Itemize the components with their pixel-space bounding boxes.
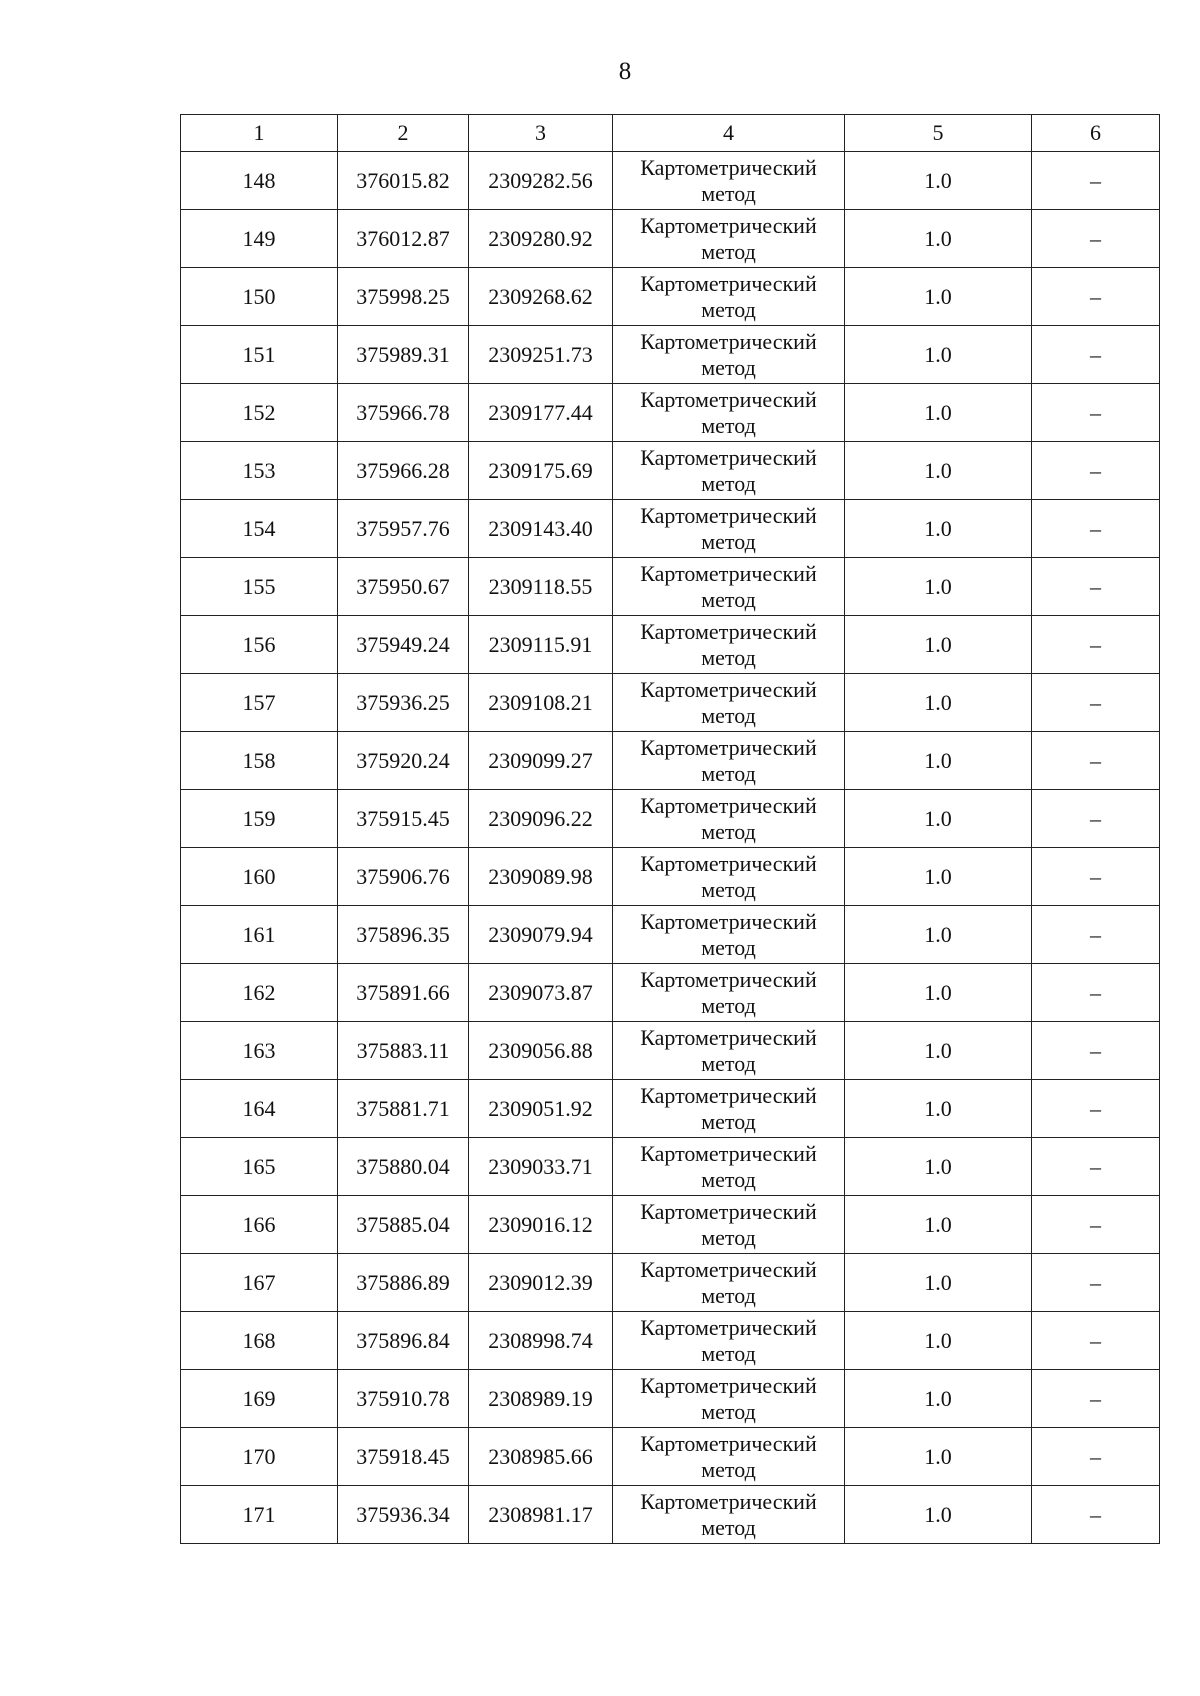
note-cell: – xyxy=(1032,1486,1160,1544)
table-row xyxy=(181,1370,1160,1428)
accuracy-cell: 1.0 xyxy=(845,558,1032,616)
table-row xyxy=(181,326,1160,384)
table-row xyxy=(181,1080,1160,1138)
accuracy-cell: 1.0 xyxy=(845,1138,1032,1196)
note-cell: – xyxy=(1032,1428,1160,1486)
column-header-5: 5 xyxy=(845,115,1032,152)
method-line-1: Картометрический xyxy=(640,735,817,761)
method-line-2: метод xyxy=(701,818,756,844)
method-line-2: метод xyxy=(701,934,756,960)
x-coordinate-cell: 375880.04 xyxy=(338,1138,469,1196)
method-line-1: Картометрический xyxy=(640,1025,817,1051)
method-line-2: метод xyxy=(701,1050,756,1076)
accuracy-cell: 1.0 xyxy=(845,152,1032,210)
method-line-2: метод xyxy=(701,412,756,438)
point-number-cell: 152 xyxy=(181,384,338,442)
method-line-2: метод xyxy=(701,1282,756,1308)
point-number-cell: 153 xyxy=(181,442,338,500)
accuracy-cell: 1.0 xyxy=(845,848,1032,906)
method-cell xyxy=(613,790,845,848)
column-header-6: 6 xyxy=(1032,115,1160,152)
point-number-cell: 170 xyxy=(181,1428,338,1486)
point-number-cell: 149 xyxy=(181,210,338,268)
point-number-cell: 150 xyxy=(181,268,338,326)
method-line-2: метод xyxy=(701,644,756,670)
method-line-2: метод xyxy=(701,1514,756,1540)
y-coordinate-cell: 2309143.40 xyxy=(469,500,613,558)
point-number-cell: 165 xyxy=(181,1138,338,1196)
point-number-cell: 155 xyxy=(181,558,338,616)
note-cell: – xyxy=(1032,964,1160,1022)
note-cell: – xyxy=(1032,1370,1160,1428)
x-coordinate-cell: 375883.11 xyxy=(338,1022,469,1080)
point-number-cell: 156 xyxy=(181,616,338,674)
method-line-1: Картометрический xyxy=(640,445,817,471)
method-line-2: метод xyxy=(701,296,756,322)
table-row xyxy=(181,210,1160,268)
method-line-1: Картометрический xyxy=(640,503,817,529)
accuracy-cell: 1.0 xyxy=(845,442,1032,500)
x-coordinate-cell: 375949.24 xyxy=(338,616,469,674)
method-line-1: Картометрический xyxy=(640,1489,817,1515)
y-coordinate-cell: 2309051.92 xyxy=(469,1080,613,1138)
point-number-cell: 148 xyxy=(181,152,338,210)
table-row xyxy=(181,848,1160,906)
x-coordinate-cell: 375950.67 xyxy=(338,558,469,616)
method-line-1: Картометрический xyxy=(640,329,817,355)
point-number-cell: 160 xyxy=(181,848,338,906)
y-coordinate-cell: 2308985.66 xyxy=(469,1428,613,1486)
y-coordinate-cell: 2309268.62 xyxy=(469,268,613,326)
accuracy-cell: 1.0 xyxy=(845,790,1032,848)
y-coordinate-cell: 2309033.71 xyxy=(469,1138,613,1196)
method-line-2: метод xyxy=(701,586,756,612)
column-header-2: 2 xyxy=(338,115,469,152)
method-cell xyxy=(613,500,845,558)
method-line-2: метод xyxy=(701,1166,756,1192)
table-row xyxy=(181,384,1160,442)
page-number: 8 xyxy=(618,58,632,85)
table-header xyxy=(181,115,1160,152)
table-row xyxy=(181,558,1160,616)
table-row xyxy=(181,1428,1160,1486)
method-line-1: Картометрический xyxy=(640,213,817,239)
method-line-2: метод xyxy=(701,238,756,264)
method-line-1: Картометрический xyxy=(640,1141,817,1167)
accuracy-cell: 1.0 xyxy=(845,1312,1032,1370)
point-number-cell: 151 xyxy=(181,326,338,384)
method-line-2: метод xyxy=(701,1340,756,1366)
point-number-cell: 171 xyxy=(181,1486,338,1544)
method-line-1: Картометрический xyxy=(640,155,817,181)
y-coordinate-cell: 2309056.88 xyxy=(469,1022,613,1080)
method-cell xyxy=(613,1370,845,1428)
accuracy-cell: 1.0 xyxy=(845,674,1032,732)
column-header-3: 3 xyxy=(469,115,613,152)
x-coordinate-cell: 375998.25 xyxy=(338,268,469,326)
method-line-1: Картометрический xyxy=(640,793,817,819)
accuracy-cell: 1.0 xyxy=(845,210,1032,268)
note-cell: – xyxy=(1032,500,1160,558)
method-cell xyxy=(613,268,845,326)
method-line-1: Картометрический xyxy=(640,1315,817,1341)
y-coordinate-cell: 2309089.98 xyxy=(469,848,613,906)
method-cell xyxy=(613,152,845,210)
point-number-cell: 166 xyxy=(181,1196,338,1254)
point-number-cell: 164 xyxy=(181,1080,338,1138)
table-row xyxy=(181,500,1160,558)
x-coordinate-cell: 375936.34 xyxy=(338,1486,469,1544)
y-coordinate-cell: 2309073.87 xyxy=(469,964,613,1022)
accuracy-cell: 1.0 xyxy=(845,268,1032,326)
note-cell: – xyxy=(1032,384,1160,442)
method-cell xyxy=(613,210,845,268)
note-cell: – xyxy=(1032,848,1160,906)
note-cell: – xyxy=(1032,1196,1160,1254)
accuracy-cell: 1.0 xyxy=(845,1428,1032,1486)
table-row xyxy=(181,268,1160,326)
coordinates-table xyxy=(180,114,1160,1544)
point-number-cell: 167 xyxy=(181,1254,338,1312)
method-line-2: метод xyxy=(701,1398,756,1424)
method-line-2: метод xyxy=(701,180,756,206)
method-line-2: метод xyxy=(701,992,756,1018)
note-cell: – xyxy=(1032,1022,1160,1080)
x-coordinate-cell: 375966.28 xyxy=(338,442,469,500)
accuracy-cell: 1.0 xyxy=(845,1486,1032,1544)
method-cell xyxy=(613,848,845,906)
note-cell: – xyxy=(1032,1080,1160,1138)
method-line-1: Картометрический xyxy=(640,387,817,413)
point-number-cell: 158 xyxy=(181,732,338,790)
method-line-1: Картометрический xyxy=(640,271,817,297)
x-coordinate-cell: 375891.66 xyxy=(338,964,469,1022)
accuracy-cell: 1.0 xyxy=(845,326,1032,384)
point-number-cell: 163 xyxy=(181,1022,338,1080)
y-coordinate-cell: 2309096.22 xyxy=(469,790,613,848)
note-cell: – xyxy=(1032,326,1160,384)
table-row xyxy=(181,1022,1160,1080)
x-coordinate-cell: 375906.76 xyxy=(338,848,469,906)
note-cell: – xyxy=(1032,732,1160,790)
method-cell xyxy=(613,1486,845,1544)
accuracy-cell: 1.0 xyxy=(845,906,1032,964)
y-coordinate-cell: 2309251.73 xyxy=(469,326,613,384)
accuracy-cell: 1.0 xyxy=(845,384,1032,442)
table-row xyxy=(181,152,1160,210)
y-coordinate-cell: 2309280.92 xyxy=(469,210,613,268)
accuracy-cell: 1.0 xyxy=(845,1080,1032,1138)
method-line-1: Картометрический xyxy=(640,561,817,587)
point-number-cell: 168 xyxy=(181,1312,338,1370)
accuracy-cell: 1.0 xyxy=(845,500,1032,558)
accuracy-cell: 1.0 xyxy=(845,1254,1032,1312)
x-coordinate-cell: 376015.82 xyxy=(338,152,469,210)
y-coordinate-cell: 2309099.27 xyxy=(469,732,613,790)
method-line-2: метод xyxy=(701,876,756,902)
note-cell: – xyxy=(1032,616,1160,674)
method-cell xyxy=(613,616,845,674)
note-cell: – xyxy=(1032,558,1160,616)
y-coordinate-cell: 2309175.69 xyxy=(469,442,613,500)
column-header-4: 4 xyxy=(613,115,845,152)
accuracy-cell: 1.0 xyxy=(845,1022,1032,1080)
x-coordinate-cell: 375966.78 xyxy=(338,384,469,442)
note-cell: – xyxy=(1032,268,1160,326)
method-line-2: метод xyxy=(701,470,756,496)
method-line-2: метод xyxy=(701,760,756,786)
table-row xyxy=(181,790,1160,848)
x-coordinate-cell: 375957.76 xyxy=(338,500,469,558)
method-cell xyxy=(613,964,845,1022)
note-cell: – xyxy=(1032,790,1160,848)
y-coordinate-cell: 2308981.17 xyxy=(469,1486,613,1544)
note-cell: – xyxy=(1032,1312,1160,1370)
method-cell xyxy=(613,1312,845,1370)
accuracy-cell: 1.0 xyxy=(845,616,1032,674)
table-row xyxy=(181,1196,1160,1254)
y-coordinate-cell: 2309012.39 xyxy=(469,1254,613,1312)
method-line-1: Картометрический xyxy=(640,851,817,877)
point-number-cell: 162 xyxy=(181,964,338,1022)
accuracy-cell: 1.0 xyxy=(845,964,1032,1022)
point-number-cell: 157 xyxy=(181,674,338,732)
method-cell xyxy=(613,326,845,384)
method-line-1: Картометрический xyxy=(640,619,817,645)
y-coordinate-cell: 2309282.56 xyxy=(469,152,613,210)
table-row xyxy=(181,442,1160,500)
point-number-cell: 161 xyxy=(181,906,338,964)
method-cell xyxy=(613,442,845,500)
method-cell xyxy=(613,674,845,732)
method-line-1: Картометрический xyxy=(640,1083,817,1109)
method-cell xyxy=(613,558,845,616)
x-coordinate-cell: 375915.45 xyxy=(338,790,469,848)
method-line-1: Картометрический xyxy=(640,967,817,993)
y-coordinate-cell: 2309115.91 xyxy=(469,616,613,674)
x-coordinate-cell: 375936.25 xyxy=(338,674,469,732)
accuracy-cell: 1.0 xyxy=(845,732,1032,790)
x-coordinate-cell: 375920.24 xyxy=(338,732,469,790)
note-cell: – xyxy=(1032,210,1160,268)
x-coordinate-cell: 375896.84 xyxy=(338,1312,469,1370)
y-coordinate-cell: 2309118.55 xyxy=(469,558,613,616)
method-line-1: Картометрический xyxy=(640,1431,817,1457)
table-row xyxy=(181,1312,1160,1370)
table-row xyxy=(181,1486,1160,1544)
method-cell xyxy=(613,1080,845,1138)
note-cell: – xyxy=(1032,674,1160,732)
accuracy-cell: 1.0 xyxy=(845,1196,1032,1254)
x-coordinate-cell: 375881.71 xyxy=(338,1080,469,1138)
table-row xyxy=(181,674,1160,732)
method-line-1: Картометрический xyxy=(640,1257,817,1283)
header-row xyxy=(181,115,1160,152)
note-cell: – xyxy=(1032,1138,1160,1196)
accuracy-cell: 1.0 xyxy=(845,1370,1032,1428)
point-number-cell: 154 xyxy=(181,500,338,558)
point-number-cell: 169 xyxy=(181,1370,338,1428)
method-cell xyxy=(613,732,845,790)
table-row xyxy=(181,732,1160,790)
x-coordinate-cell: 376012.87 xyxy=(338,210,469,268)
y-coordinate-cell: 2309177.44 xyxy=(469,384,613,442)
method-cell xyxy=(613,1428,845,1486)
method-line-1: Картометрический xyxy=(640,1199,817,1225)
column-header-1: 1 xyxy=(181,115,338,152)
x-coordinate-cell: 375989.31 xyxy=(338,326,469,384)
y-coordinate-cell: 2309108.21 xyxy=(469,674,613,732)
table-row xyxy=(181,1138,1160,1196)
method-cell xyxy=(613,1022,845,1080)
table-row xyxy=(181,616,1160,674)
note-cell: – xyxy=(1032,906,1160,964)
point-number-cell: 159 xyxy=(181,790,338,848)
x-coordinate-cell: 375910.78 xyxy=(338,1370,469,1428)
x-coordinate-cell: 375896.35 xyxy=(338,906,469,964)
method-line-2: метод xyxy=(701,1108,756,1134)
y-coordinate-cell: 2308998.74 xyxy=(469,1312,613,1370)
method-line-2: метод xyxy=(701,1224,756,1250)
note-cell: – xyxy=(1032,1254,1160,1312)
y-coordinate-cell: 2309079.94 xyxy=(469,906,613,964)
method-cell xyxy=(613,1138,845,1196)
method-line-2: метод xyxy=(701,1456,756,1482)
y-coordinate-cell: 2309016.12 xyxy=(469,1196,613,1254)
table-body xyxy=(181,152,1160,1544)
method-line-1: Картометрический xyxy=(640,677,817,703)
table-row xyxy=(181,906,1160,964)
method-line-2: метод xyxy=(701,354,756,380)
method-cell xyxy=(613,1254,845,1312)
y-coordinate-cell: 2308989.19 xyxy=(469,1370,613,1428)
note-cell: – xyxy=(1032,442,1160,500)
x-coordinate-cell: 375918.45 xyxy=(338,1428,469,1486)
method-line-1: Картометрический xyxy=(640,909,817,935)
method-cell xyxy=(613,384,845,442)
method-cell xyxy=(613,906,845,964)
x-coordinate-cell: 375886.89 xyxy=(338,1254,469,1312)
method-line-1: Картометрический xyxy=(640,1373,817,1399)
method-cell xyxy=(613,1196,845,1254)
note-cell: – xyxy=(1032,152,1160,210)
method-line-2: метод xyxy=(701,702,756,728)
method-line-2: метод xyxy=(701,528,756,554)
table-row xyxy=(181,1254,1160,1312)
x-coordinate-cell: 375885.04 xyxy=(338,1196,469,1254)
table-row xyxy=(181,964,1160,1022)
